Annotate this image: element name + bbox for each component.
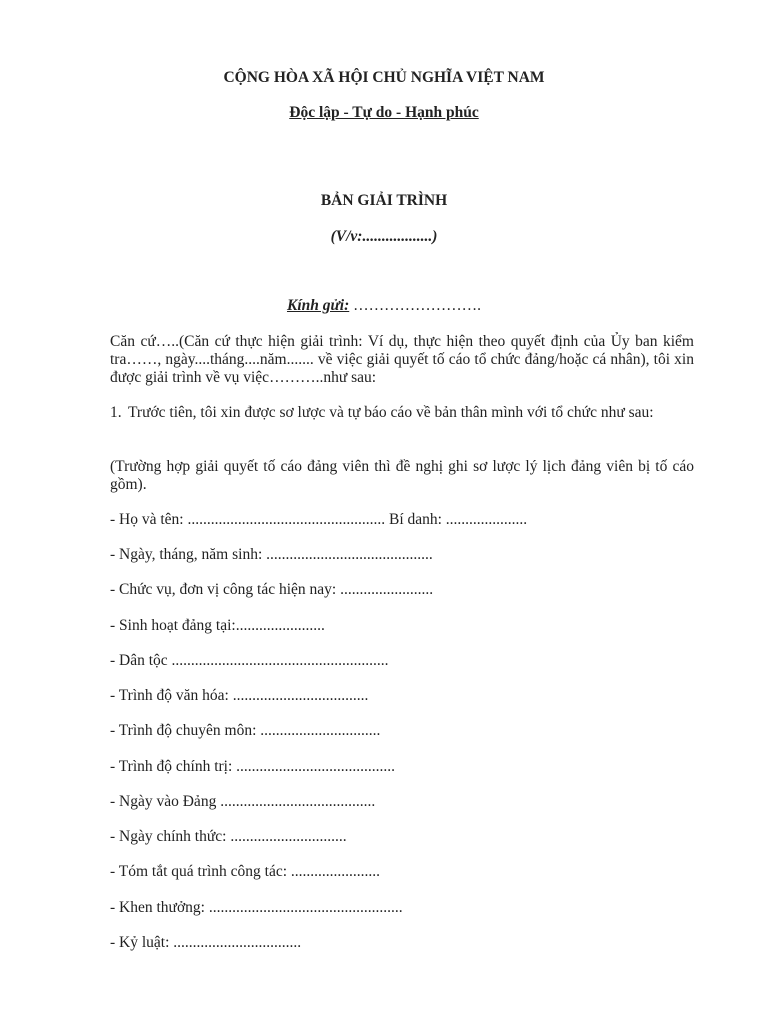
field-professional-level: - Trình độ chuyên môn: ............................... [110, 722, 381, 739]
field-ethnicity: - Dân tộc ........................................................ [110, 652, 389, 669]
field-discipline: - Kỷ luật: ................................. [110, 934, 302, 951]
field-commendations: - Khen thưởng: .................................................. [110, 899, 403, 916]
field-education-level: - Trình độ văn hóa: ................................... [110, 687, 369, 704]
list-item-number: 1. [110, 404, 122, 421]
field-political-level: - Trình độ chính trị: ......................................... [110, 758, 396, 775]
note-paragraph: (Trường hợp giải quyết tố cáo đảng viên thì đề nghị ghi sơ lược lý lịch đảng viên bị tố cáo gồm). [110, 458, 694, 493]
field-official-date: - Ngày chính thức: .............................. [110, 828, 347, 845]
national-motto: Độc lập - Tự do - Hạnh phúc [289, 104, 479, 121]
field-full-name: - Họ và tên: ................................................... Bí danh: ..................... [110, 511, 528, 528]
list-item-text: Trước tiên, tôi xin được sơ lược và tự báo cáo về bản thân mình với tổ chức như sau: [128, 404, 654, 421]
recipient-label: Kính gửi: [286, 297, 350, 314]
recipient-line [0, 297, 768, 315]
list-item-1 [110, 404, 694, 422]
field-party-branch: - Sinh hoạt đảng tại:....................... [110, 617, 325, 634]
field-position: - Chức vụ, đơn vị công tác hiện nay: ........................ [110, 581, 434, 598]
field-birth-date: - Ngày, tháng, năm sinh: ........................................... [110, 546, 433, 563]
national-title: CỘNG HÒA XÃ HỘI CHỦ NGHĨA VIỆT NAM [223, 69, 545, 86]
field-party-join-date: - Ngày vào Đảng ........................................ [110, 793, 376, 810]
document-subject: (V/v:..................) [330, 228, 438, 245]
field-work-history: - Tóm tắt quá trình công tác: ....................... [110, 863, 381, 880]
recipient-value: ……………………. [349, 297, 481, 314]
document-title: BẢN GIẢI TRÌNH [320, 192, 448, 209]
intro-paragraph: Căn cứ…..(Căn cứ thực hiện giải trình: Ví dụ, thực hiện theo quyết định của Ủy ban kiểm tra……, ngày....tháng....năm....... về việc giải quyết tố cáo tổ chức đảng/hoặc cá nhân), tôi xin được giải trình về vụ việc………..như sau: [110, 333, 694, 386]
